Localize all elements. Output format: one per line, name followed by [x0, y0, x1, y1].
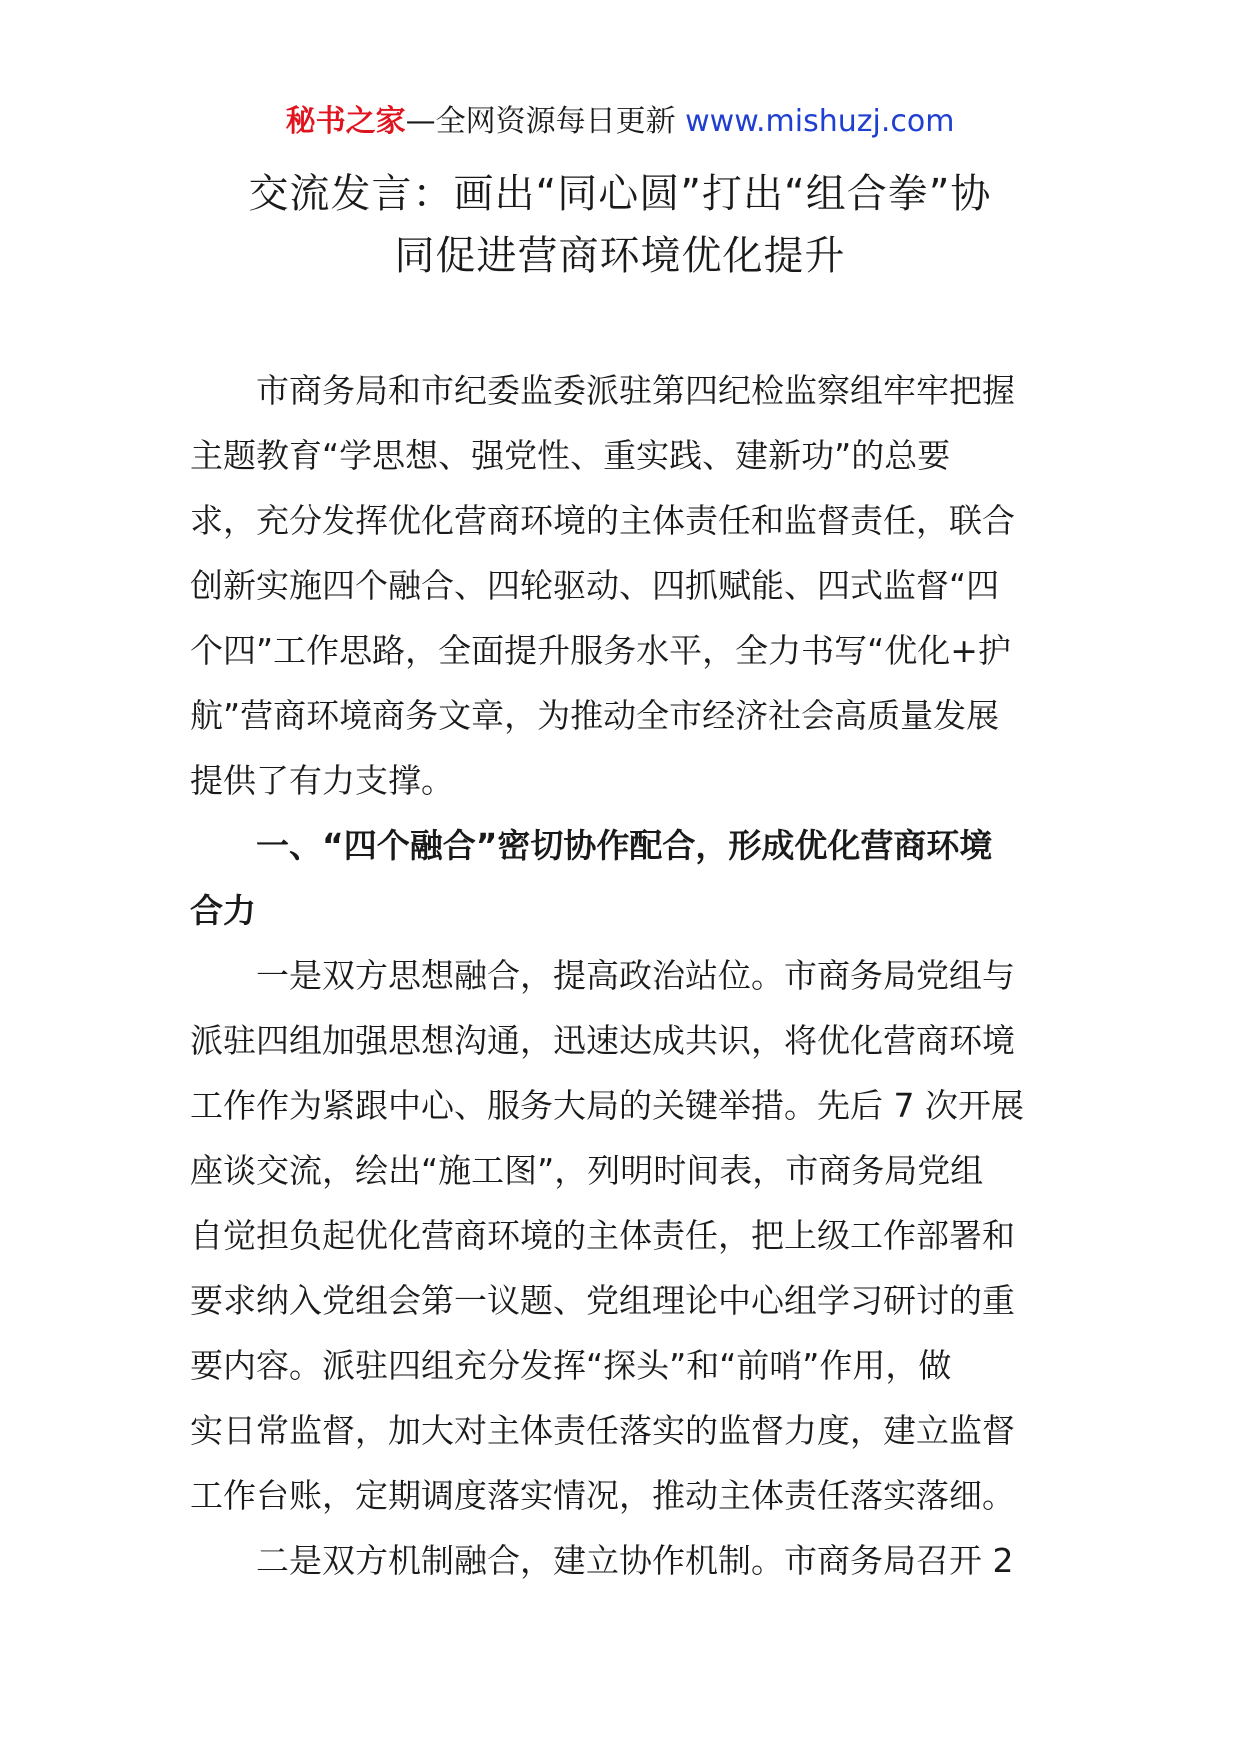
paragraph-line: 二是双方机制融合，建立协作机制。市商务局召开 2: [256, 1541, 1014, 1580]
site-link[interactable]: www.mishuzj.com: [685, 104, 955, 139]
title-line: 交流发言：画出“同心圆”打出“组合拳”协: [248, 171, 992, 217]
site-header: [0, 100, 1240, 144]
paragraph-line: 座谈交流，绘出“施工图”，列明时间表，市商务局党组: [190, 1151, 984, 1190]
paragraph-line: 求，充分发挥优化营商环境的主体责任和监督责任，联合: [190, 501, 1015, 540]
paragraph-line: 提供了有力支撑。: [190, 761, 454, 800]
title-line: 同促进营商环境优化提升: [394, 233, 846, 279]
paragraph-line: 个四”工作思路，全面提升服务水平，全力书写“优化+护: [190, 631, 1011, 670]
document-body: [190, 358, 1060, 1593]
paragraph-line: 自觉担负起优化营商环境的主体责任，把上级工作部署和: [190, 1216, 1015, 1255]
paragraph-line: 航”营商环境商务文章，为推动全市经济社会高质量发展: [190, 696, 1000, 735]
paragraph-line: 要内容。派驻四组充分发挥“探头”和“前哨”作用，做: [190, 1346, 952, 1385]
paragraph-line: 创新实施四个融合、四轮驱动、四抓赋能、四式监督“四: [190, 566, 1000, 605]
document-title: [150, 163, 1090, 287]
paragraph-line: 工作作为紧跟中心、服务大局的关键举措。先后 7 次开展: [190, 1086, 1024, 1125]
paragraph-line: 市商务局和市纪委监委派驻第四纪检监察组牢牢把握: [256, 371, 1015, 410]
paragraph-line: 工作台账，定期调度落实情况，推动主体责任落实落细。: [190, 1476, 1015, 1515]
paragraph-line: 主题教育“学思想、强党性、重实践、建新功”的总要: [190, 436, 951, 475]
header-slogan: —全网资源每日更新: [405, 104, 686, 139]
paragraph-line: 一是双方思想融合，提高政治站位。市商务局党组与: [256, 956, 1015, 995]
paragraph-line: 实日常监督，加大对主体责任落实的监督力度，建立监督: [190, 1411, 1015, 1450]
paragraph-line: 派驻四组加强思想沟通，迅速达成共识，将优化营商环境: [190, 1021, 1015, 1060]
paragraph-line: 要求纳入党组会第一议题、党组理论中心组学习研讨的重: [190, 1281, 1015, 1320]
section-heading-line: 一、“四个融合”密切协作配合，形成优化营商环境: [256, 826, 993, 865]
brand-name: 秘书之家: [285, 104, 406, 139]
section-heading-line: 合力: [190, 891, 256, 930]
